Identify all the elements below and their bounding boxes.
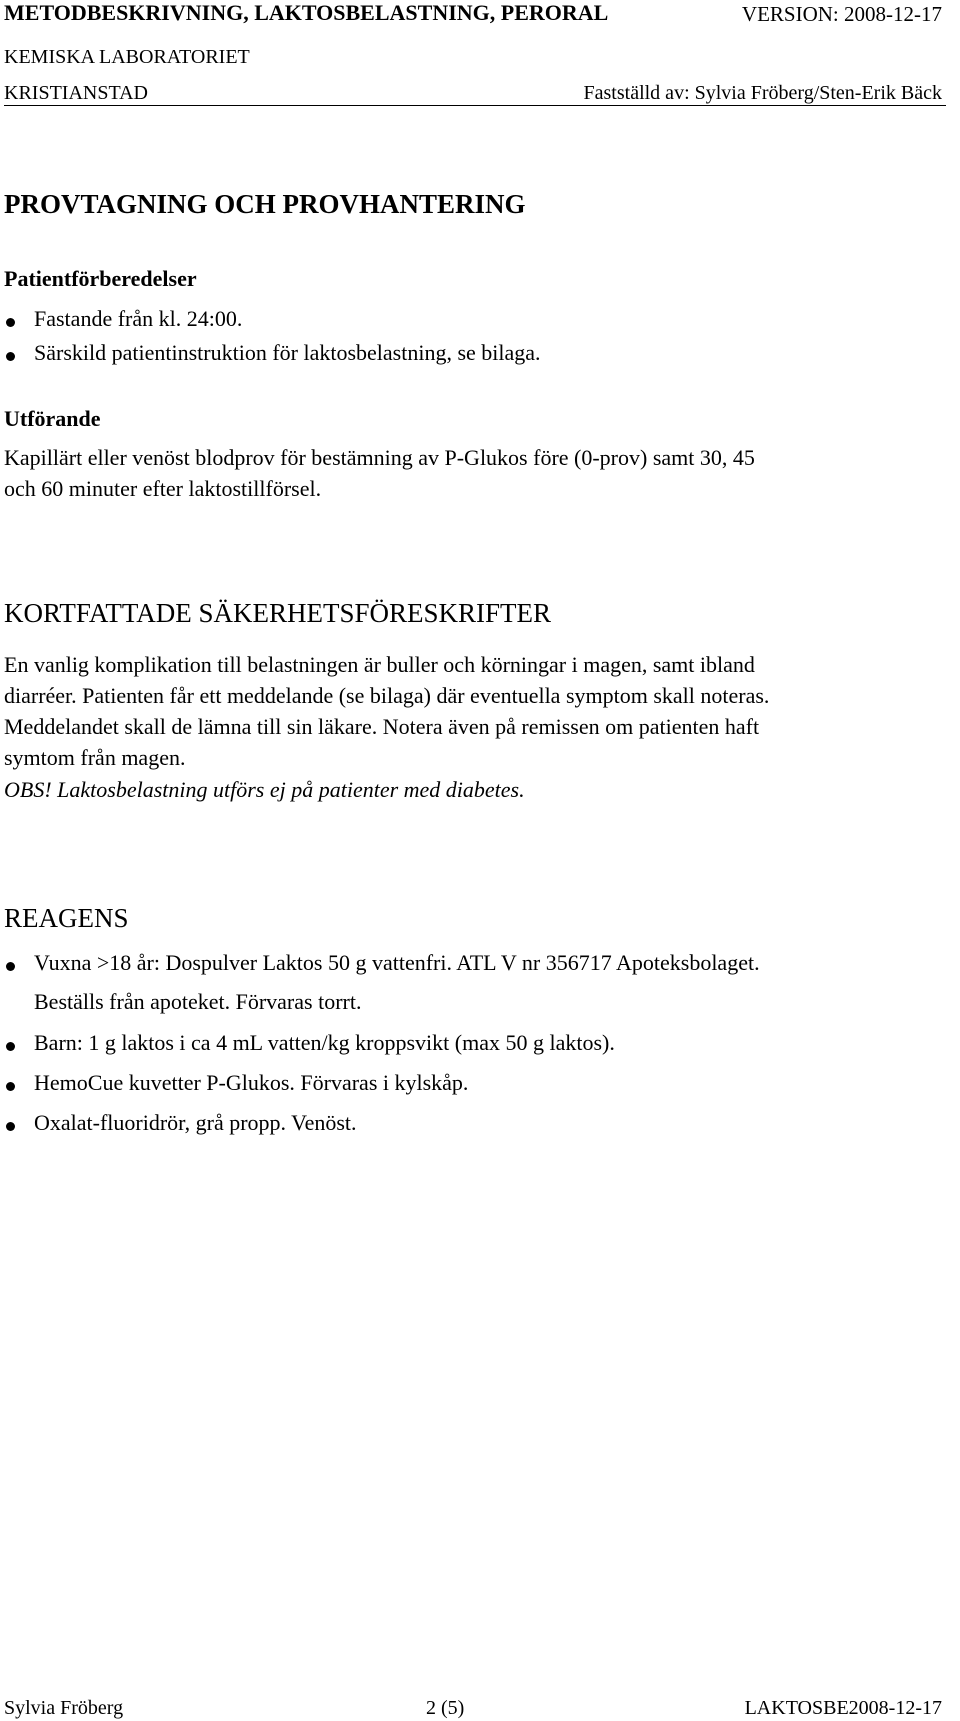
safety-warning: OBS! Laktosbelastning utförs ej på patienter med diabetes.: [4, 777, 525, 802]
prep-item-fasting: Fastande från kl. 24:00.: [34, 306, 243, 331]
bullet-icon: [6, 1082, 15, 1091]
footer-page-number: 2 (5): [426, 1697, 465, 1719]
subheading-procedure: Utförande: [4, 406, 101, 431]
reagent-item-adult-line-2: Beställs från apoteket. Förvaras torrt.: [34, 989, 362, 1014]
approved-by: Fastställd av: Sylvia Fröberg/Sten-Erik Bäck: [583, 82, 942, 104]
reagent-item-child: Barn: 1 g laktos i ca 4 mL vatten/kg kroppsvikt (max 50 g laktos).: [34, 1030, 615, 1055]
section-heading-reagens: REAGENS: [4, 903, 129, 933]
safety-line-3: Meddelandet skall de lämna till sin läkare. Notera även på remissen om patienten haft: [4, 714, 760, 739]
reagent-item-oxalat: Oxalat-fluoridrör, grå propp. Venöst.: [34, 1110, 357, 1135]
city-name: KRISTIANSTAD: [4, 82, 148, 104]
procedure-line-2: och 60 minuter efter laktostillförsel.: [4, 476, 322, 501]
lab-name: KEMISKA LABORATORIET: [4, 46, 250, 68]
footer-doc-id: LAKTOSBE2008-12-17: [744, 1697, 942, 1719]
reagent-item-adult-line-1: Vuxna >18 år: Dospulver Laktos 50 g vattenfri. ATL V nr 356717 Apoteksbolaget.: [34, 950, 760, 975]
version-label: VERSION: 2008-12-17: [741, 2, 942, 26]
bullet-icon: [6, 1042, 15, 1051]
bullet-icon: [6, 318, 15, 327]
bullet-icon: [6, 352, 15, 361]
reagent-item-hemocue: HemoCue kuvetter P-Glukos. Förvaras i kylskåp.: [34, 1070, 469, 1095]
bullet-icon: [6, 962, 15, 971]
header-divider: [4, 105, 946, 106]
footer-author: Sylvia Fröberg: [4, 1697, 124, 1719]
document-title: METODBESKRIVNING, LAKTOSBELASTNING, PERORAL: [4, 0, 609, 25]
safety-line-1: En vanlig komplikation till belastningen är buller och körningar i magen, samt ibland: [4, 652, 755, 677]
prep-item-instruction: Särskild patientinstruktion för laktosbelastning, se bilaga.: [34, 340, 541, 365]
bullet-icon: [6, 1122, 15, 1131]
section-heading-safety: KORTFATTADE SÄKERHETSFÖRESKRIFTER: [4, 598, 552, 628]
subheading-patient-prep: Patientförberedelser: [4, 266, 197, 291]
procedure-line-1: Kapillärt eller venöst blodprov för bestämning av P-Glukos före (0-prov) samt 30, 45: [4, 445, 755, 470]
section-heading-provtagning: PROVTAGNING OCH PROVHANTERING: [4, 189, 526, 219]
safety-line-4: symtom från magen.: [4, 745, 186, 770]
safety-line-2: diarréer. Patienten får ett meddelande (se bilaga) där eventuella symptom skall noteras.: [4, 683, 770, 708]
